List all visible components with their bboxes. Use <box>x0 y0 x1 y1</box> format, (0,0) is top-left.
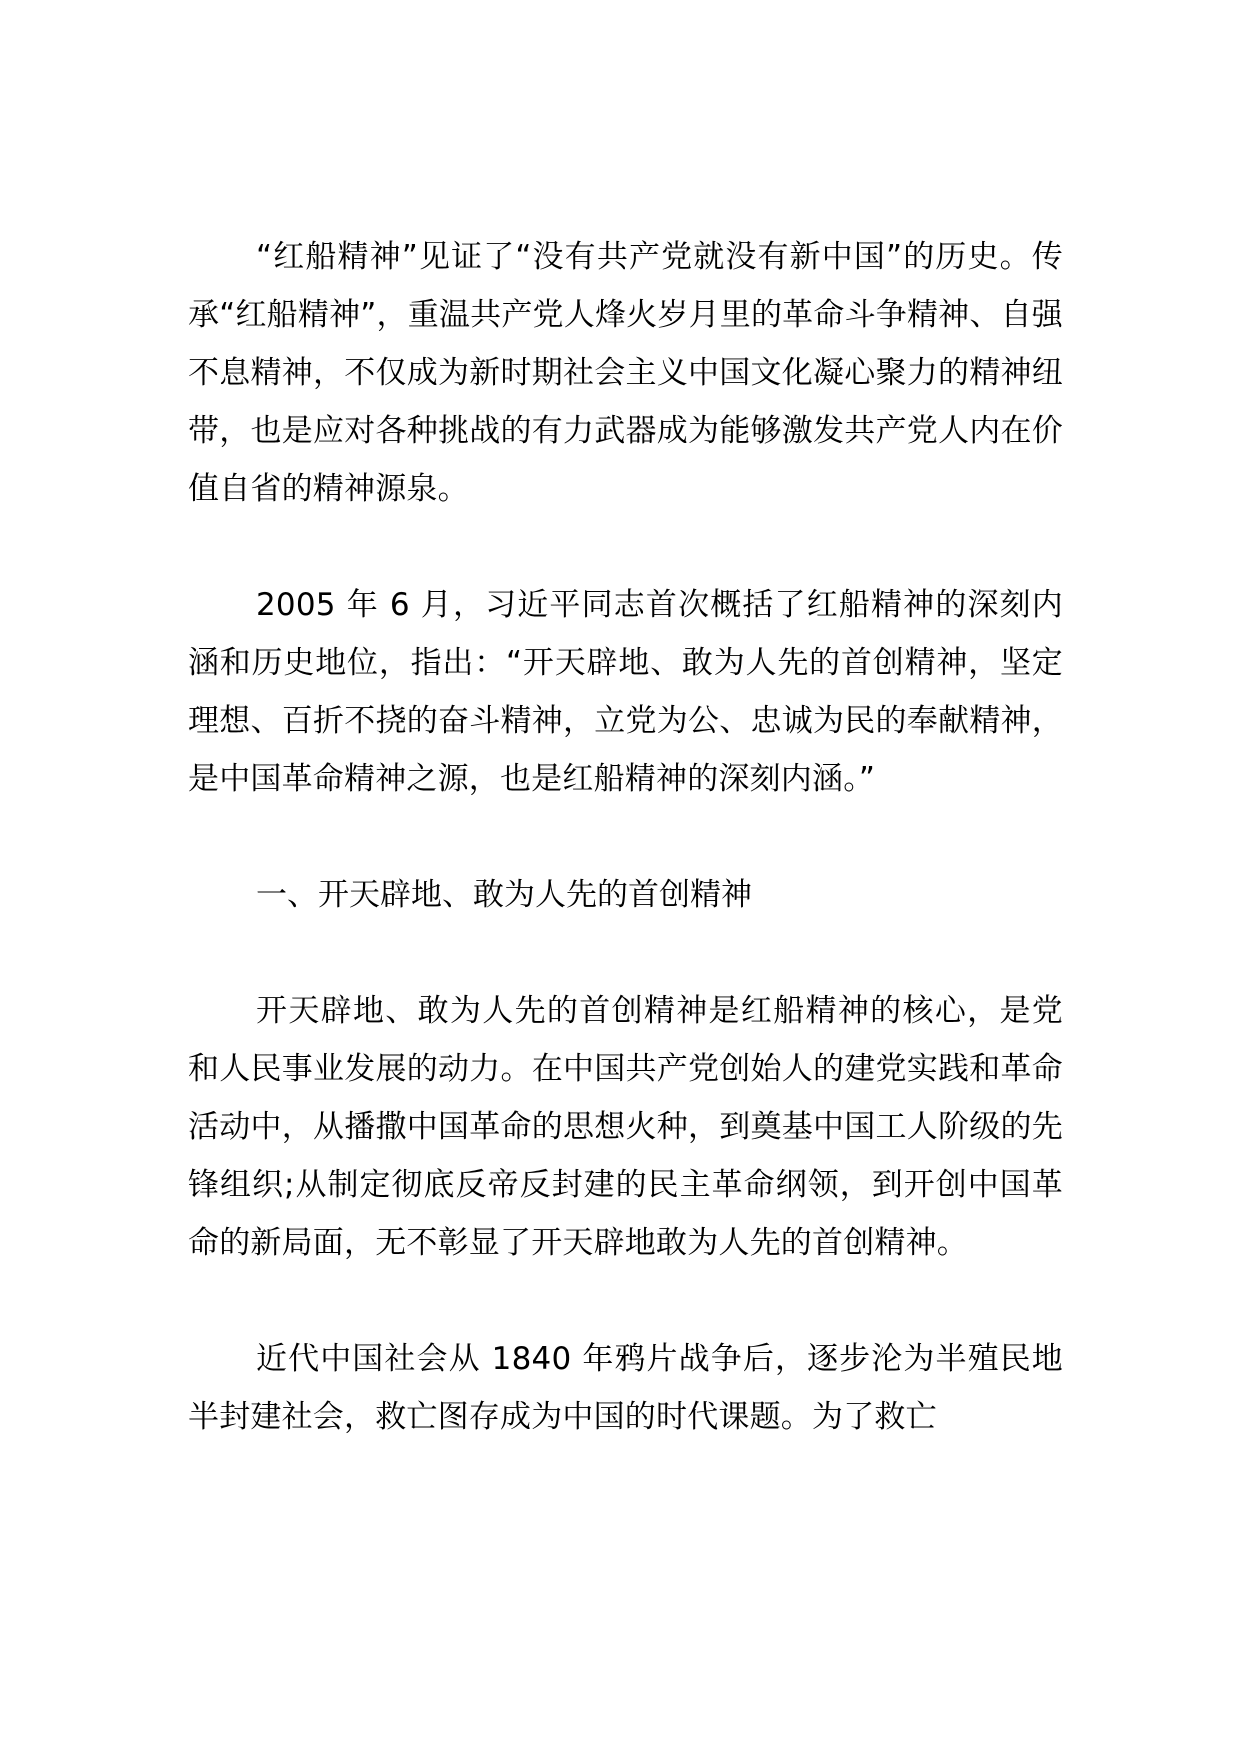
section-heading: 一、开天辟地、敢为人先的首创精神 <box>256 877 752 913</box>
paragraph-red-boat-spirit: “红船精神”见证了“没有共产党就没有新中国”的历史。传承“红船精神”，重温共产党人烽火岁月里的革命斗争精神、自强不息精神，不仅成为新时期社会主义中国文化凝心聚力的精神纽带，也是应对各种挑战的有力武器成为能够激发共产党人内在价值自省的精神源泉。 <box>188 239 1063 507</box>
paragraph-spacer <box>188 1272 1063 1330</box>
paragraph-spacer <box>188 924 1063 982</box>
paragraph-pioneering-spirit: 开天辟地、敢为人先的首创精神是红船精神的核心，是党和人民事业发展的动力。在中国共产党创始人的建党实践和革命活动中，从播撒中国革命的思想火种，到奠基中国工人阶级的先锋组织;从制定彻底反帝反封建的民主革命纲领，到开创中国革命的新局面，无不彰显了开天辟地敢为人先的首创精神。 <box>188 993 1063 1261</box>
paragraph-spacer <box>188 808 1063 866</box>
paragraph-2005-summary: 2005 年 6 月，习近平同志首次概括了红船精神的深刻内涵和历史地位，指出：“开天辟地、敢为人先的首创精神，坚定理想、百折不挠的奋斗精神，立党为公、忠诚为民的奉献精神，是中国革命精神之源，也是红船精神的深刻内涵。” <box>188 587 1063 797</box>
paragraph-spacer <box>188 518 1063 576</box>
paragraph-modern-china: 近代中国社会从 1840 年鸦片战争后，逐步沦为半殖民地半封建社会，救亡图存成为中国的时代课题。为了救亡 <box>188 1341 1063 1435</box>
document-body <box>188 228 1063 1446</box>
